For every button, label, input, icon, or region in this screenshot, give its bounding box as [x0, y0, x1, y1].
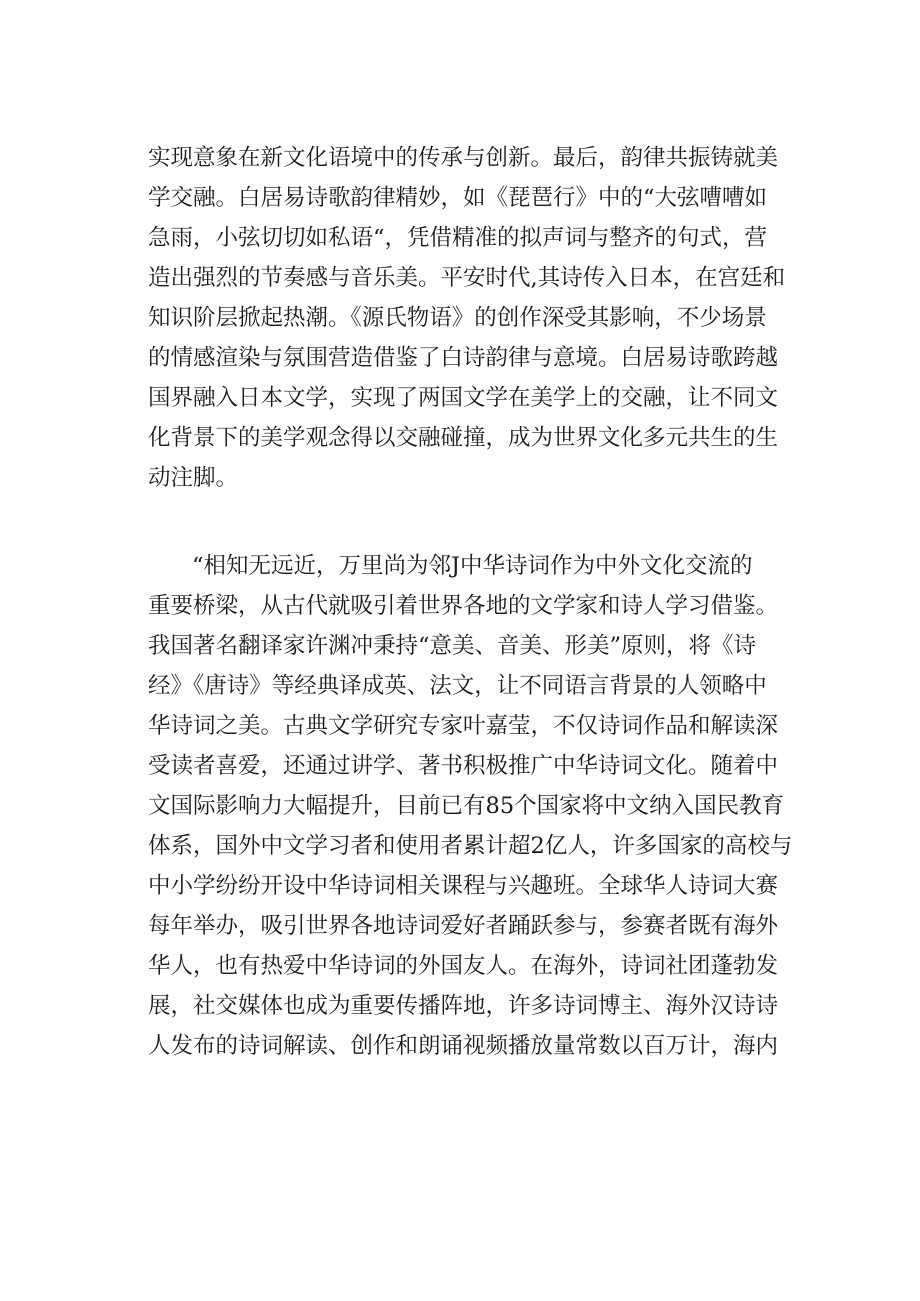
text-line: 华人，也有热爱中华诗词的外国友人。在海外，诗词社团蓬勃发	[148, 953, 779, 979]
text-line: 华诗词之美。古典文学研究专家叶嘉莹，不仅诗词作品和解读深	[148, 713, 779, 739]
text-line: 经》《唐诗》等经典译成英、法文，让不同语言背景的人领略中	[148, 673, 767, 699]
text-line: 化背景下的美学观念得以交融碰撞，成为世界文化多元共生的生	[148, 425, 779, 451]
text-line: “相知无远近，万里尚为邻J中华诗词作为中外文化交流的	[192, 553, 753, 579]
paragraph-bai-juyi	[148, 138, 800, 498]
text-line: 中小学纷纷开设中华诗词相关课程与兴趣班。全球华人诗词大赛	[148, 873, 779, 899]
text-line: 每年举办，吸引世界各地诗词爱好者踊跃参与，参赛者既有海外	[148, 913, 779, 939]
text-line: 知识阶层掀起热潮。《源氏物语》的创作深受其影响，不少场景	[148, 305, 767, 331]
text-line: 的情感渲染与氛围营造借鉴了白诗韵律与意境。白居易诗歌跨越	[148, 345, 779, 371]
text-line: 人发布的诗词解读、创作和朗诵视频播放量常数以百万计，海内	[148, 1033, 779, 1059]
paragraph-poetry-exchange	[148, 546, 800, 1066]
text-line: 重要桥梁，从古代就吸引着世界各地的文学家和诗人学习借鉴。	[148, 593, 779, 619]
text-line: 受读者喜爱，还通过讲学、著书积极推广中华诗词文化。随着中	[148, 753, 779, 779]
text-line: 文国际影响力大幅提升，目前已有85个国家将中文纳入国民教育	[148, 793, 785, 819]
text-line: 国界融入日本文学，实现了两国文学在美学上的交融，让不同文	[148, 385, 779, 411]
text-line: 展，社交媒体也成为重要传播阵地，许多诗词博主、海外汉诗诗	[148, 993, 779, 1019]
text-line: 实现意象在新文化语境中的传承与创新。最后，韵律共振铸就美	[148, 145, 779, 171]
text-line: 急雨，小弦切切如私语“，凭借精准的拟声词与整齐的句式，营	[148, 225, 768, 251]
text-line: 造出强烈的节奏感与音乐美。平安时代,其诗传入日本，在宫廷和	[148, 265, 786, 291]
text-line: 我国著名翻译家许渊冲秉持“意美、音美、形美”原则，将《诗	[148, 633, 757, 659]
text-line: 学交融。白居易诗歌韵律精妙，如《琵琶行》中的“大弦嘈嘈如	[148, 185, 768, 211]
text-line: 体系，国外中文学习者和使用者累计超2亿人，许多国家的高校与	[148, 833, 793, 859]
text-line: 动注脚。	[148, 465, 239, 491]
